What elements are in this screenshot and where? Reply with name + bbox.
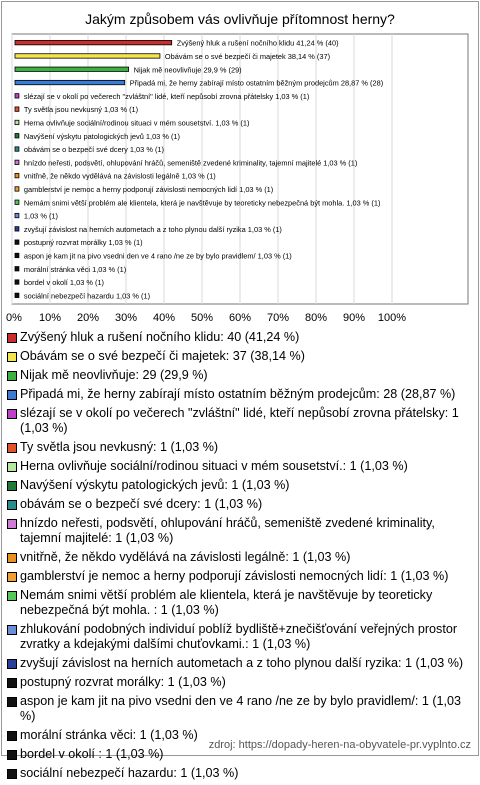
legend-label: postupný rozvrat morálky: 1 (1,03 %) [20, 675, 226, 689]
legend-label: zvyšují závislost na herních autometach a z toho plynou další ryzika: 1 (1,03 %) [20, 656, 464, 670]
legend-label: gamblerství je nemoc a herny podporují závislosti nemocných lidí: 1 (1,03 %) [20, 569, 449, 583]
legend-swatch [7, 591, 17, 601]
legend-item [6, 694, 474, 724]
legend-item [6, 550, 474, 565]
bar [15, 120, 19, 124]
chart-title: Jakým způsobem vás ovlivňuje přítomnost herny? [85, 11, 395, 27]
bar-label: Obávám se o své bezpečí či majetek 38,14 % (37) [164, 51, 331, 61]
bar [15, 40, 172, 44]
legend-label: Zvýšený hluk a rušení nočního klidu: 40 (41,24 %) [20, 330, 300, 344]
legend-item [6, 766, 474, 781]
legend-swatch [7, 731, 17, 741]
legend-swatch [7, 659, 17, 669]
bar [15, 134, 19, 138]
bar-label: vnitřně, že někdo vydělává na závislosti legálně 1,03 % (1) [23, 171, 216, 181]
bar [15, 187, 19, 191]
bar-label: Nijak mě neovlivňuje 29,9 % (29) [133, 65, 242, 75]
legend-label: morální stránka věci: 1 (1,03 %) [20, 728, 198, 742]
bar-label: aspon je kam jit na pivo vsedni den ve 4 rano /ne ze by bylo pravidlem/ 1,03 % (1) [23, 251, 292, 261]
legend-swatch [7, 519, 17, 529]
x-tick-label: 50% [190, 312, 214, 324]
x-tick-label: 100% [377, 312, 407, 324]
legend-label: sociální nebezpečí hazardu: 1 (1,03 %) [20, 766, 239, 780]
legend-item [6, 588, 474, 618]
bar-label: sociální nebezpečí hazardu 1,03 % (1) [23, 291, 151, 301]
legend-swatch [7, 572, 17, 582]
bar [15, 280, 19, 284]
chart-frame [1, 1, 479, 780]
legend-item [6, 478, 474, 493]
legend-item [6, 569, 474, 584]
legend-item [6, 675, 474, 690]
bar [15, 147, 19, 151]
bar [15, 160, 19, 164]
legend-item [6, 368, 474, 383]
legend-label: obávám se o bezpečí své dcery: 1 (1,03 %) [20, 497, 263, 511]
bar [15, 173, 19, 177]
legend-swatch [7, 678, 17, 688]
bar-chart [2, 2, 478, 332]
bar-label: obávám se o bezpečí své dcery 1,03 % (1) [23, 145, 165, 155]
legend-swatch [7, 371, 17, 381]
legend-label: Připadá mi, že herny zabírají místo ostatním běžným prodejcům: 28 (28,87 %) [20, 387, 456, 401]
x-tick-label: 70% [266, 312, 290, 324]
legend-item [6, 497, 474, 512]
legend-label: hnízdo neřesti, podsvětí, ohlupování hráčů, semeniště zvedené kriminality, tajemní majitelé: 1 (1,03 %) [20, 516, 435, 545]
legend-label: Ty světla jsou nevkusný: 1 (1,03 %) [20, 440, 219, 454]
bar-label: Herna ovlivňuje sociální/rodinou situaci v mém sousetství. 1,03 % (1) [23, 118, 250, 128]
x-tick-label: 90% [342, 312, 366, 324]
bar-label: Navýšení výskytu patologických jevů 1,03 % (1) [23, 131, 181, 141]
x-tick-label: 20% [76, 312, 100, 324]
legend-swatch [7, 500, 17, 510]
legend-swatch [7, 409, 17, 419]
x-tick-label: 10% [38, 312, 62, 324]
x-tick-label: 30% [114, 312, 138, 324]
x-tick-label: 40% [152, 312, 176, 324]
bar-label: postupný rozvrat morálky 1,03 % (1) [23, 238, 143, 248]
legend-label: Nijak mě neovlivňuje: 29 (29,9 %) [20, 368, 208, 382]
bar [15, 80, 125, 84]
legend-label: Nemám snimi větší problém ale klientela, která je navštěvuje by teoreticky nebezpečná být mohla. : 1 (1,03 %) [20, 588, 433, 617]
legend-item [6, 440, 474, 455]
bar-label: Ty světla jsou nevkusný 1,03 % (1) [23, 105, 139, 115]
legend-swatch [7, 553, 17, 563]
legend-swatch [7, 390, 17, 400]
legend-label: aspon je kam jit na pivo vsedni den ve 4 rano /ne ze by bylo pravidlem/: 1 (1,03 %) [20, 694, 462, 723]
bar-label: slézají se v okolí po večerech "zvláštní" lidé, kteří nepůsobí zrovna přátelsky 1,03 % (1) [23, 91, 310, 101]
bar [15, 54, 160, 58]
x-tick-label: 60% [228, 312, 252, 324]
legend-item [6, 656, 474, 671]
bar-label: morální stránka věci 1,03 % (1) [23, 264, 127, 274]
legend-label: bordel v okolí : 1 (1,03 %) [20, 747, 164, 761]
bar-label: Připadá mi, že herny zabírají místo ostatním běžným prodejcům 28,87 % (28) [129, 78, 384, 88]
bar [15, 267, 19, 271]
legend-swatch [7, 481, 17, 491]
legend-swatch [7, 443, 17, 453]
legend-label: zhlukování podobných individuí poblíž bydliště+znečišťování veřejných prostor zvratky a kdejakými dalšími chuťovkami.: 1 (1,03 %) [20, 622, 458, 651]
bar [15, 213, 19, 217]
bar [15, 227, 19, 231]
bar [15, 200, 19, 204]
chart-legend [6, 330, 474, 785]
legend-swatch [7, 769, 17, 779]
legend-swatch [7, 750, 17, 760]
legend-item [6, 406, 474, 436]
legend-swatch [7, 352, 17, 362]
legend-item [6, 622, 474, 652]
legend-label: Obávám se o své bezpečí či majetek: 37 (38,14 %) [20, 349, 305, 363]
x-tick-label: 80% [304, 312, 328, 324]
bar-label: Nemám snimi větší problém ale klientela, která je navštěvuje by teoreticky nebezpečná být mohla. 1,03 % (1) [23, 198, 381, 208]
bar-label: 1,03 % (1) [23, 211, 59, 221]
legend-label: Navýšení výskytu patologických jevů: 1 (1,03 %) [20, 478, 290, 492]
legend-label: vnitřně, že někdo vydělává na závislosti legálně: 1 (1,03 %) [20, 550, 351, 564]
bar [15, 253, 19, 257]
legend-swatch [7, 462, 17, 472]
legend-label: Herna ovlivňuje sociální/rodinou situaci v mém sousetství.: 1 (1,03 %) [20, 459, 408, 473]
bar-label: hnízdo neřesti, podsvětí, ohlupování hráčů, semeniště zvedené kriminality, tajemní majitelé 1,03 % (1) [23, 158, 358, 168]
source-note: zdroj: https://dopady-heren-na-obyvatele-pr.vyplnto.cz [208, 739, 471, 751]
x-tick-label: 0% [6, 312, 22, 324]
bar-label: Zvýšený hluk a rušení nočního klidu 41,24 % (40) [176, 38, 339, 48]
legend-item [6, 516, 474, 546]
bar [15, 240, 19, 244]
bar-label: gamblerství je nemoc a herny podporují závislosti nemocných lidí 1,03 % (1) [23, 184, 274, 194]
legend-label: slézají se v okolí po večerech "zvláštní" lidé, kteří nepůsobí zrovna přátelsky: 1 (1,03 %) [20, 406, 459, 435]
legend-swatch [7, 697, 17, 707]
bar [15, 107, 19, 111]
bar [15, 293, 19, 297]
legend-item [6, 459, 474, 474]
bar-label: bordel v okolí 1,03 % (1) [23, 278, 105, 288]
legend-swatch [7, 333, 17, 343]
bar [15, 94, 19, 98]
bar-label: zvyšují závislost na herních autometach a z toho plynou další ryzika 1,03 % (1) [23, 224, 282, 234]
legend-swatch [7, 625, 17, 635]
legend-item [6, 349, 474, 364]
legend-item [6, 330, 474, 345]
legend-item [6, 387, 474, 402]
bar [15, 67, 129, 71]
